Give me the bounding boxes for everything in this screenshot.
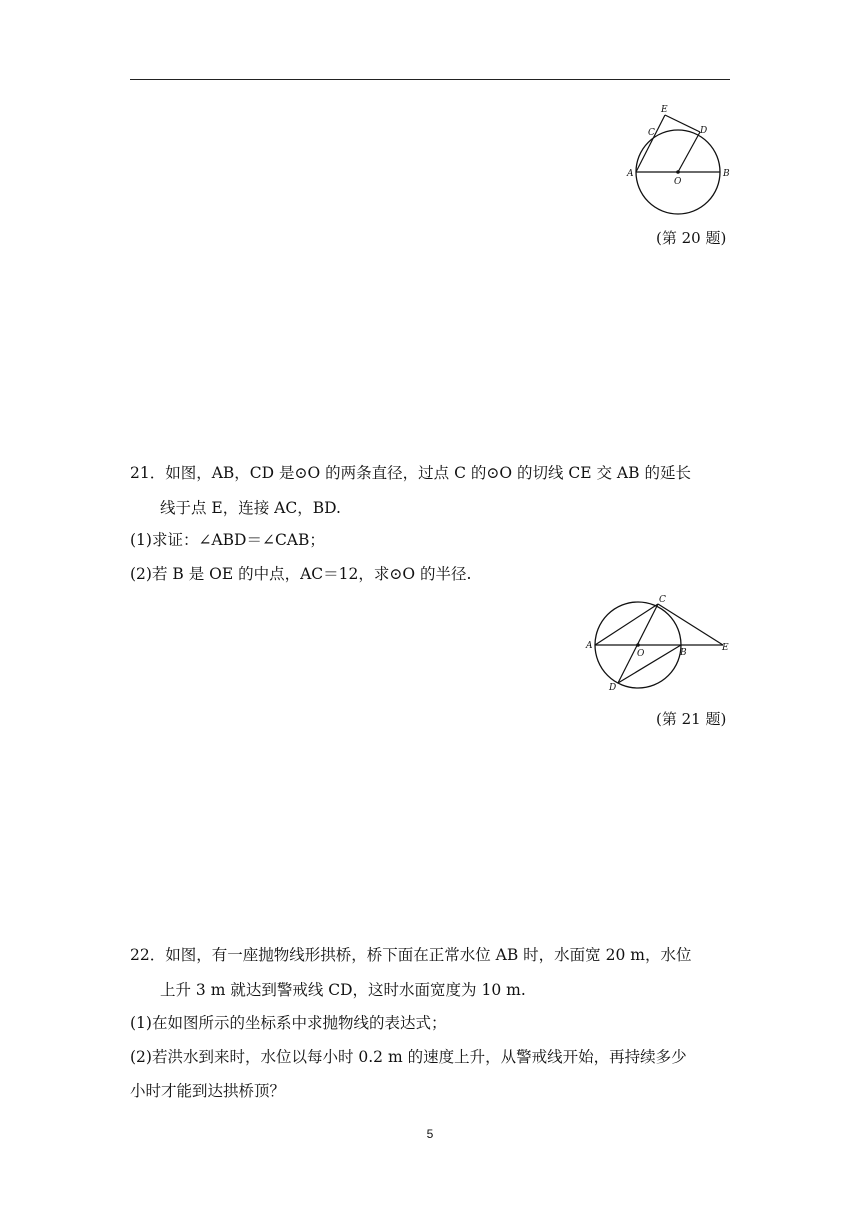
q22-part2: (2)若洪水到来时，水位以每小时 0.2 m 的速度上升，从警戒线开始，再持续多少 [130,1048,687,1066]
q21-part2: (2)若 B 是 OE 的中点，AC＝12，求⊙O 的半径. [130,565,472,583]
q22-part3: 小时才能到达拱桥顶？ [130,1082,286,1100]
q20-label-o: O [674,177,682,187]
q20-label-c: C [648,128,655,138]
q22-stem-line2: 上升 3 m 就达到警戒线 CD，这时水面宽度为 10 m. [160,981,526,999]
header-rule [130,79,730,80]
page-number: 5 [426,1127,434,1141]
q21-label-d: D [609,683,617,693]
q21-label-a: A [586,641,593,651]
q21-label-o: O [637,649,645,659]
q21-label-b: B [680,648,687,658]
q21-part1: (1)求证：∠ABD＝∠CAB； [130,531,325,549]
q21-caption: (第 21 题) [656,710,727,728]
q21-stem-line2: 线于点 E，连接 AC，BD. [160,499,341,517]
q21-label-e: E [722,643,729,653]
q20-caption: (第 20 题) [656,229,727,247]
q21-stem-line1: 21．如图，AB，CD 是⊙O 的两条直径，过点 C 的⊙O 的切线 CE 交 AB 的延长 [130,464,691,482]
q20-label-b: B [723,169,730,179]
figure-q20 [620,100,740,220]
figure-q21 [583,592,733,694]
q20-label-e: E [661,105,668,115]
q22-part1: (1)在如图所示的坐标系中求抛物线的表达式； [130,1014,447,1032]
q22-stem-line1: 22．如图，有一座抛物线形拱桥，桥下面在正常水位 AB 时，水面宽 20 m，水位 [130,946,692,964]
q20-label-a: A [627,169,634,179]
q21-label-c: C [659,595,666,605]
q20-label-d: D [700,126,708,136]
